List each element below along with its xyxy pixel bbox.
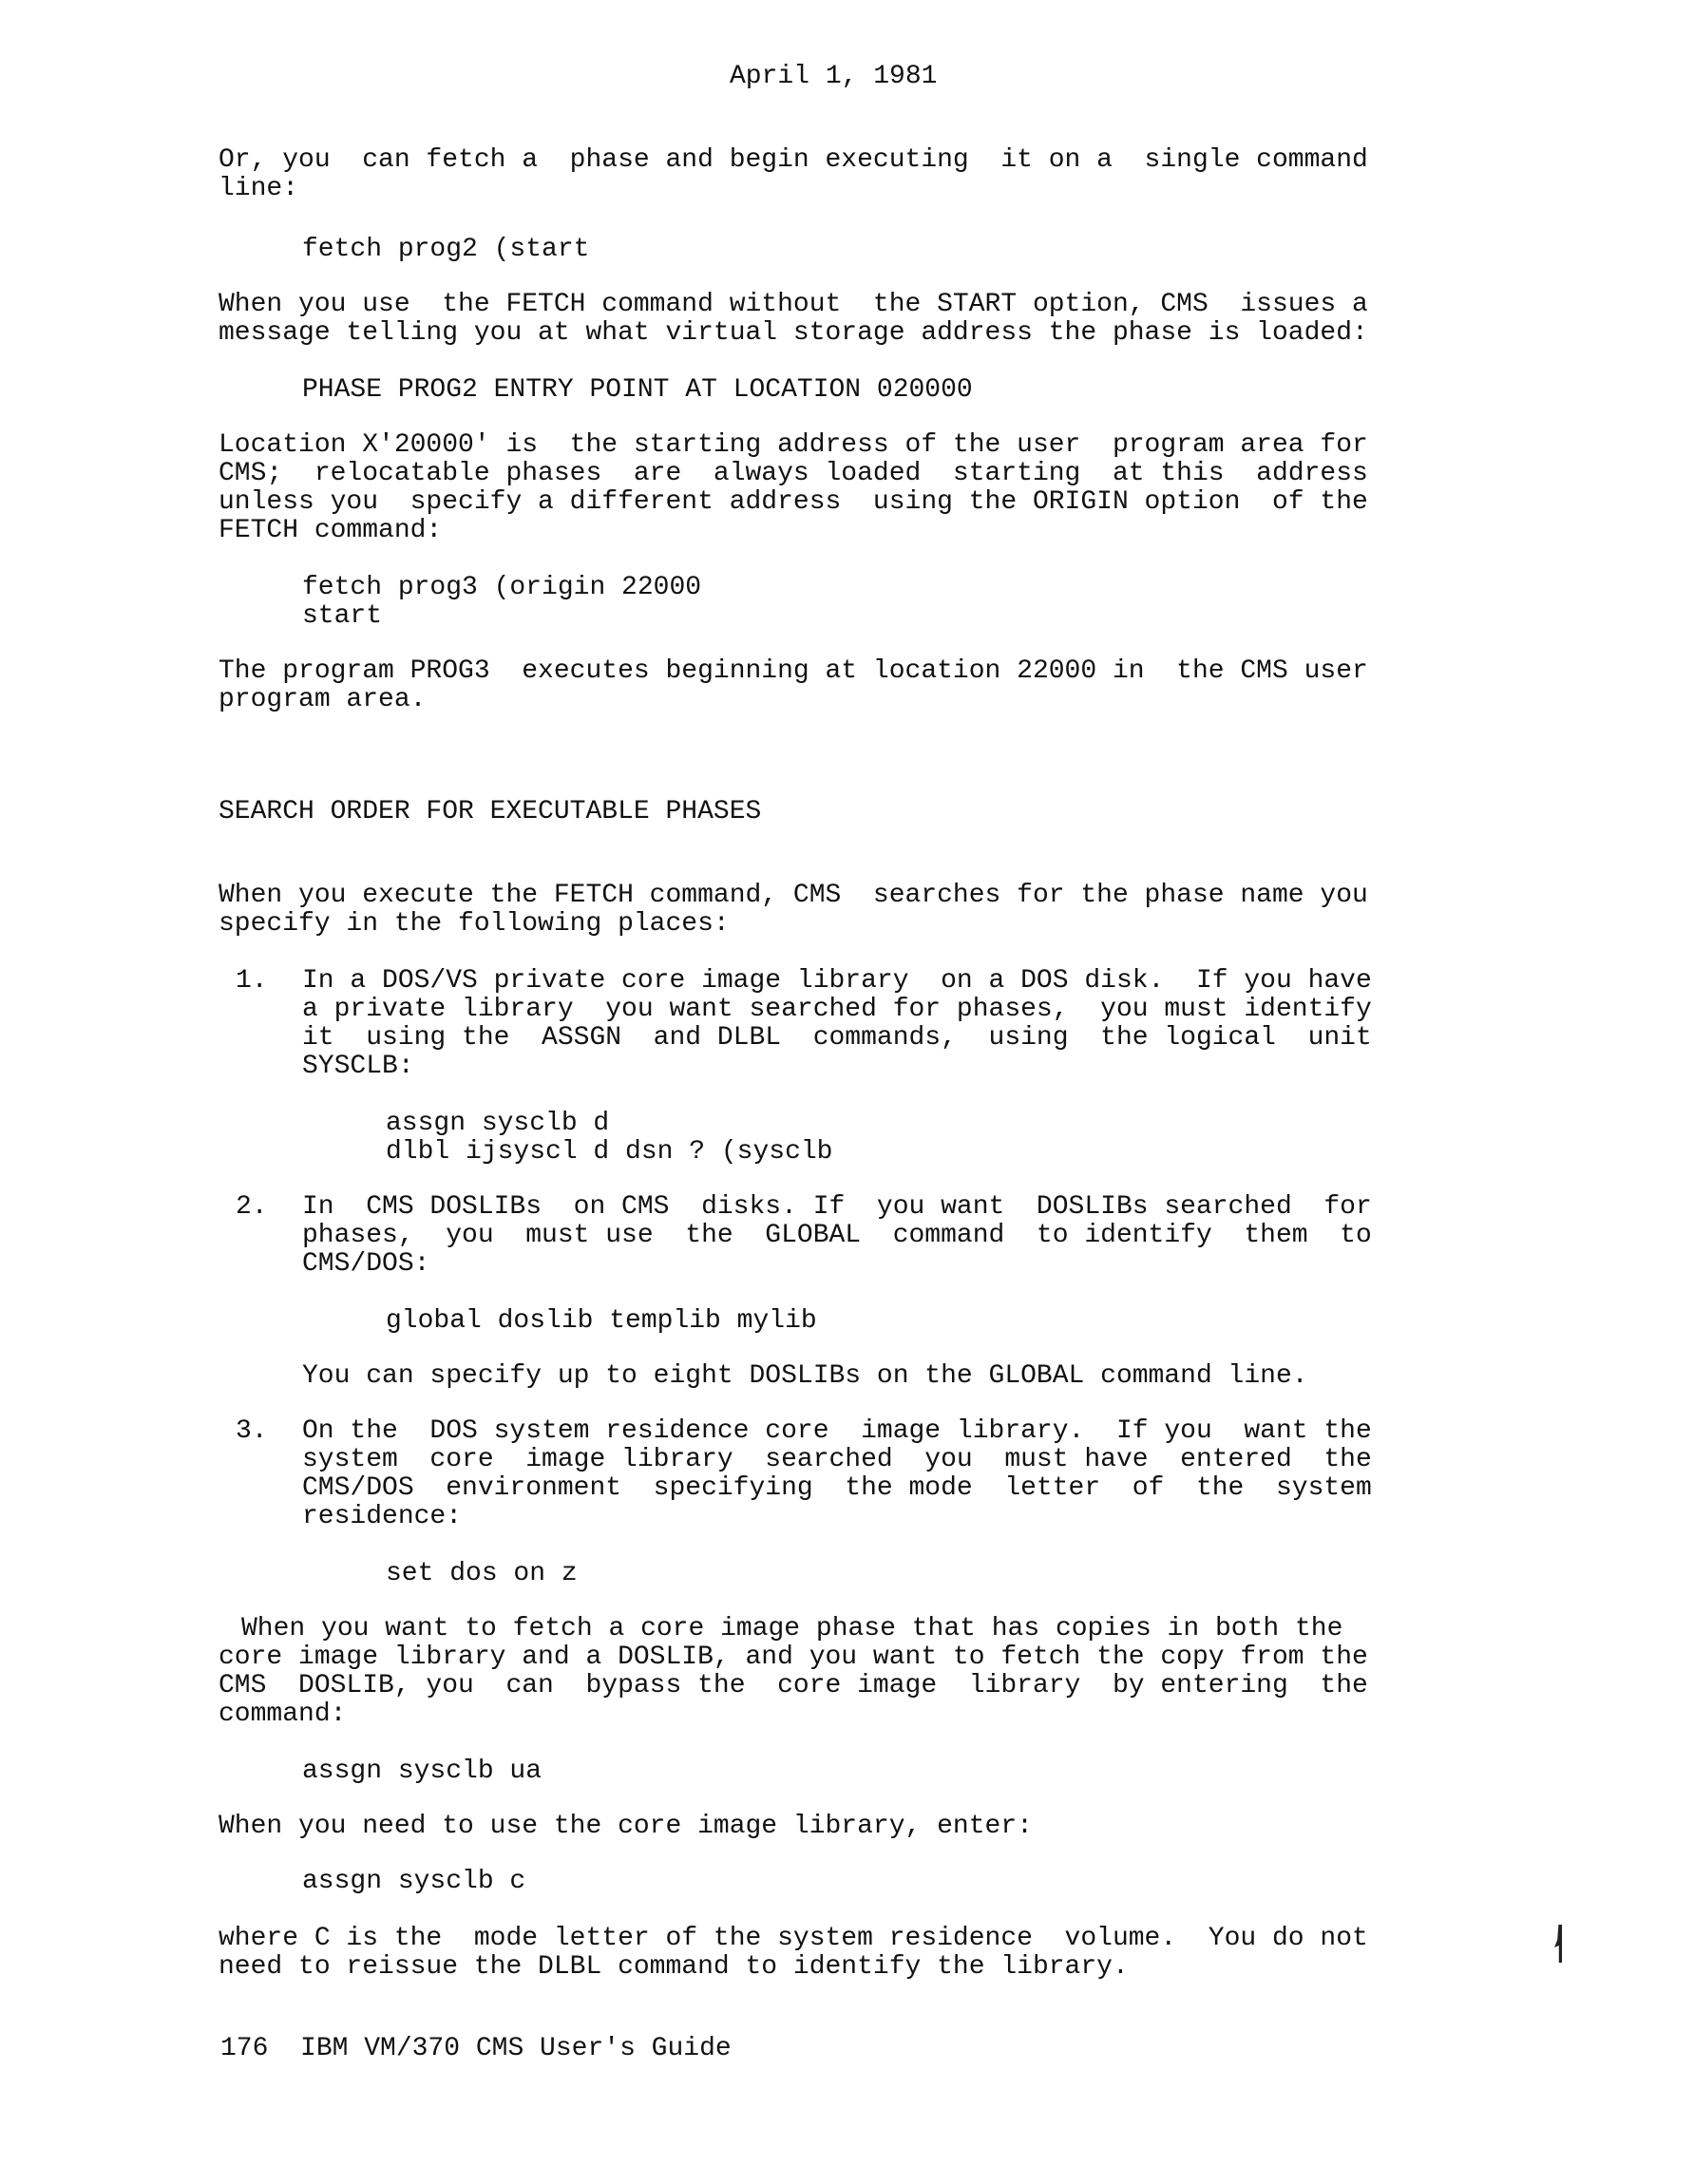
paragraph-line: need to reissue the DLBL command to identify the library. <box>219 1952 1129 1982</box>
command-example: start <box>302 601 383 631</box>
section-heading: SEARCH ORDER FOR EXECUTABLE PHASES <box>219 797 762 826</box>
paragraph-line: The program PROG3 executes beginning at location 22000 in the CMS user <box>219 656 1368 686</box>
paragraph-line: Or, you can fetch a phase and begin executing it on a single command <box>219 145 1368 175</box>
command-example: fetch prog3 (origin 22000 <box>302 573 702 602</box>
revision-bar-mark <box>1554 1925 1562 1963</box>
list-item-line: CMS/DOS environment specifying the mode letter of the system <box>302 1473 1372 1503</box>
paragraph-line: When you execute the FETCH command, CMS searches for the phase name you <box>219 881 1368 910</box>
paragraph-line: When you need to use the core image library, enter: <box>219 1812 1033 1841</box>
list-item-line: On the DOS system residence core image library. If you want the <box>302 1416 1372 1446</box>
paragraph-line: program area. <box>219 685 427 714</box>
command-example: set dos on z <box>386 1559 578 1588</box>
list-item-line: In a DOS/VS private core image library on a DOS disk. If you have <box>302 966 1372 996</box>
command-example: assgn sysclb c <box>302 1867 526 1896</box>
list-item-line: residence: <box>302 1502 463 1531</box>
command-example: assgn sysclb ua <box>302 1757 542 1786</box>
paragraph-line: Location X'20000' is the starting address of the user program area for <box>219 430 1368 460</box>
command-example: assgn sysclb d <box>386 1109 610 1138</box>
paragraph-line: CMS DOSLIB, you can bypass the core image library by entering the <box>219 1671 1368 1700</box>
paragraph-line: CMS; relocatable phases are always loaded starting at this address <box>219 459 1368 488</box>
list-item-line: SYSCLB: <box>302 1052 414 1081</box>
list-item-line: In CMS DOSLIBs on CMS disks. If you want DOSLIBs searched for <box>302 1192 1372 1222</box>
paragraph-line: specify in the following places: <box>219 909 730 939</box>
list-item-note: You can specify up to eight DOSLIBs on the GLOBAL command line. <box>302 1361 1308 1391</box>
paragraph-line: core image library and a DOSLIB, and you want to fetch the copy from the <box>219 1643 1368 1672</box>
list-item-line: it using the ASSGN and DLBL commands, using the logical unit <box>302 1023 1372 1053</box>
command-example: fetch prog2 (start <box>302 235 590 264</box>
paragraph-line: unless you specify a different address using the ORIGIN option of the <box>219 487 1368 517</box>
list-number: 2. <box>236 1192 268 1222</box>
page-date-header: April 1, 1981 <box>730 62 938 91</box>
list-number: 3. <box>236 1416 268 1446</box>
paragraph-line: When you want to fetch a core image phase that has copies in both the <box>241 1614 1343 1643</box>
list-item-line: phases, you must use the GLOBAL command to identify them to <box>302 1221 1372 1250</box>
page-footer: 176 IBM VM/370 CMS User's Guide <box>220 2034 732 2063</box>
system-message: PHASE PROG2 ENTRY POINT AT LOCATION 020000 <box>302 375 973 405</box>
list-item-line: CMS/DOS: <box>302 1249 430 1279</box>
paragraph-line: When you use the FETCH command without the START option, CMS issues a <box>219 290 1368 319</box>
command-example: dlbl ijsyscl d dsn ? (sysclb <box>386 1137 833 1167</box>
paragraph-line: FETCH command: <box>219 516 443 545</box>
paragraph-line: message telling you at what virtual storage address the phase is loaded: <box>219 318 1368 348</box>
list-item-line: a private library you want searched for phases, you must identify <box>302 995 1372 1024</box>
paragraph-line: command: <box>219 1700 347 1729</box>
command-example: global doslib templib mylib <box>386 1306 817 1336</box>
list-number: 1. <box>236 966 268 996</box>
list-item-line: system core image library searched you must have entered the <box>302 1445 1372 1474</box>
paragraph-line: line: <box>219 174 299 203</box>
paragraph-line: where C is the mode letter of the system residence volume. You do not <box>219 1924 1368 1953</box>
